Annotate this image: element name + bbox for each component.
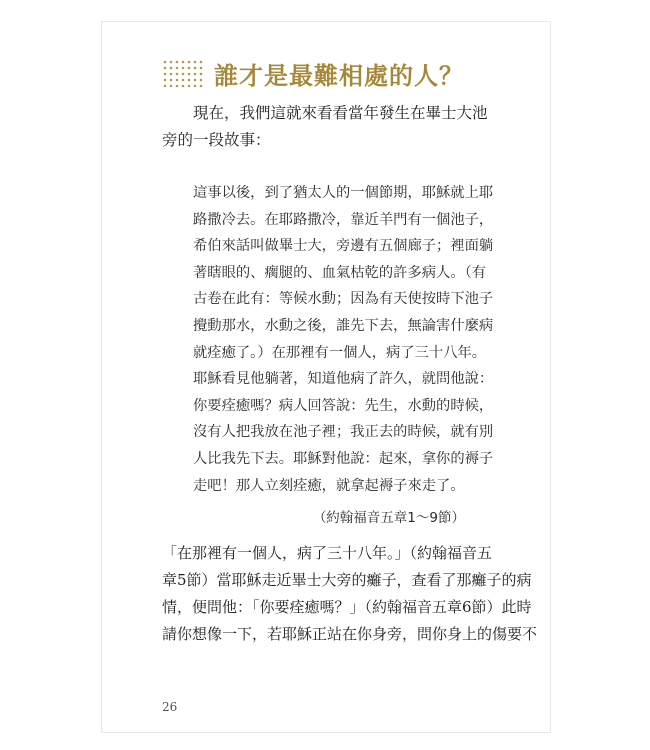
quote-line: 古卷在此有：等候水動；因為有天使按時下池子 (193, 291, 494, 308)
quote-citation: （約翰福音五章1～9節） (312, 510, 465, 527)
page-number: 26 (162, 700, 178, 714)
scripture-quote (193, 180, 494, 531)
body-paragraph (162, 540, 538, 648)
body-line: 情，便問他：「你要痊癒嗎？」（約翰福音五章6節）此時 (162, 598, 532, 616)
quote-line: 人比我先下去。耶穌對他說：起來，拿你的褥子 (193, 450, 494, 467)
quote-line: 就痊癒了。）在那裡有一個人，病了三十八年。 (193, 344, 487, 361)
dotted-ornament-icon (162, 59, 204, 89)
body-line: 章5節）當耶穌走近畢士大旁的癱子，查看了那癱子的病 (162, 571, 532, 589)
quote-line: 走吧！那人立刻痊癒，就拿起褥子來走了。 (193, 477, 465, 494)
quote-line: 你要痊癒嗎？病人回答說：先生，水動的時候， (193, 397, 494, 414)
quote-line: 著瞎眼的、瘸腿的、血氣枯乾的許多病人。（有 (193, 264, 487, 281)
intro-paragraph: 現在，我們這就來看看當年發生在畢士大池旁的一段故事： (162, 104, 488, 149)
section-heading (162, 56, 464, 91)
quote-line: 攪動那水，水動之後，誰先下去，無論害什麼病 (193, 317, 494, 334)
body-line: 「在那裡有一個人，病了三十八年。」（約翰福音五 (162, 544, 493, 562)
quote-line: 路撒冷去。在耶路撒冷，靠近羊門有一個池子， (193, 211, 494, 228)
quote-line: 希伯來話叫做畢士大，旁邊有五個廊子；裡面躺 (193, 238, 494, 255)
section-title: 誰才是最難相處的人？ (214, 61, 464, 90)
quote-line: 這事以後，到了猶太人的一個節期，耶穌就上耶 (193, 185, 494, 201)
quote-line: 耶穌看見他躺著，知道他病了許久，就問他說： (193, 371, 494, 388)
body-line: 請你想像一下，若耶穌正站在你身旁，問你身上的傷要不 (162, 625, 538, 643)
quote-line: 沒有人把我放在池子裡；我正去的時候，就有別 (193, 424, 494, 441)
